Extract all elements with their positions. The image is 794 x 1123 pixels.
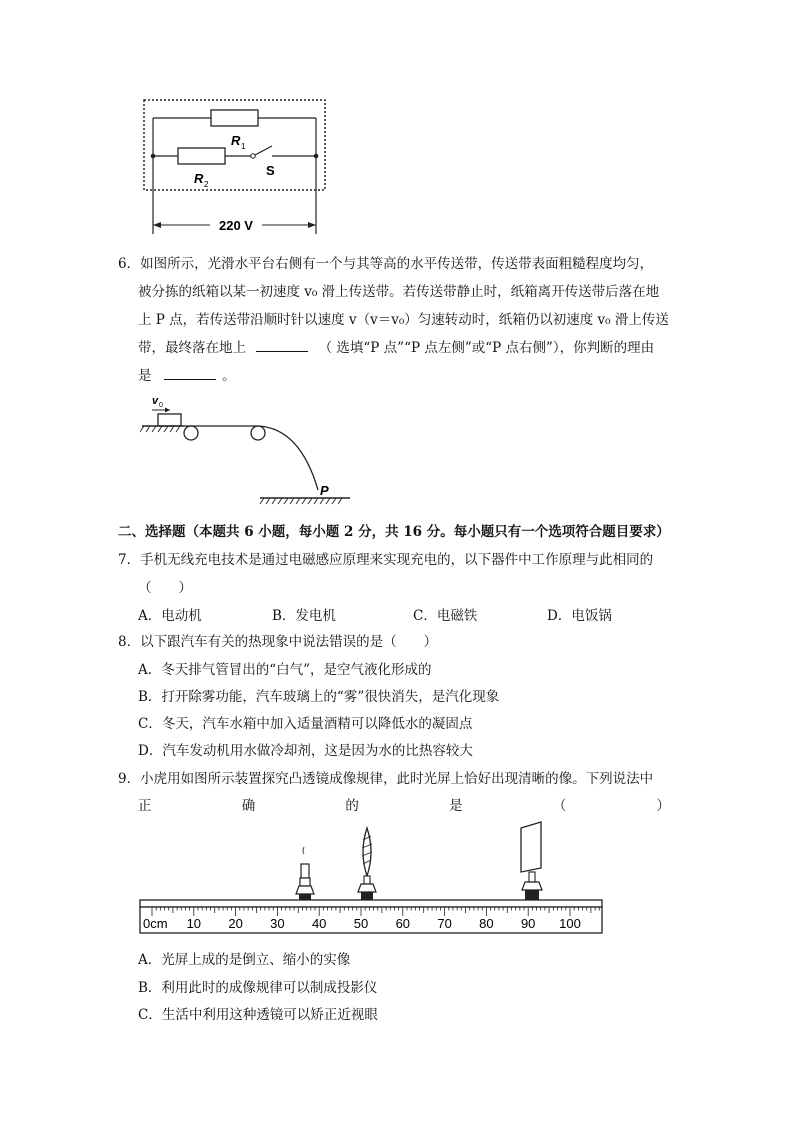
q9-stem-line-1: 9．小虎用如图所示装置探究凸透镜成像规律，此时光屏上恰好出现清晰的像。下列说法中 xyxy=(118,771,654,787)
convex-lens xyxy=(358,828,376,900)
q6-line-4-text-a: 带，最终落在地上 xyxy=(138,340,246,356)
r2-subscript: 2 xyxy=(204,180,209,189)
q6-line-2: 被分拣的纸箱以某一初速度 v₀ 滑上传送带。若传送带静止时，纸箱离开传送带后落在地 xyxy=(138,284,660,300)
q9-option-b[interactable]: B．利用此时的成像规律可以制成投影仪 xyxy=(138,980,378,996)
resistor-r1 xyxy=(211,110,258,126)
ruler-label: 10 xyxy=(186,916,202,931)
optical-rail xyxy=(140,900,602,933)
q7-stem-line-1: 7．手机无线充电技术是通过电磁感应原理来实现充电的，以下器件中工作原理与此相同的 xyxy=(118,552,654,568)
ruler-label: 40 xyxy=(311,916,327,931)
q6-line-4 xyxy=(138,336,654,356)
q6-line-4-text-b: （ 选填“P 点”“P 点左侧”或“P 点右侧”），你判断的理由 xyxy=(318,340,655,356)
q7-option-a[interactable]: A．电动机 xyxy=(138,608,202,624)
q8-option-d[interactable]: D．汽车发动机用水做冷却剂，这是因为水的比热容较大 xyxy=(138,743,473,759)
q9-stem-char: 的 xyxy=(345,798,359,814)
q7-option-d[interactable]: D．电饭锅 xyxy=(547,608,612,624)
q6-answer-blank-1[interactable] xyxy=(256,339,308,352)
q6-line-5-text-b: 。 xyxy=(222,368,236,384)
light-screen xyxy=(521,822,542,900)
r1-subscript: 1 xyxy=(241,142,246,151)
ruler-label: 30 xyxy=(270,916,285,931)
q9-stem-char: 正 xyxy=(138,798,152,814)
q9-stem-char: （ xyxy=(552,798,567,814)
q6-line-3: 上 P 点，若传送带沿顺时针以速度 v（v＝v₀）匀速转动时，纸箱仍以初速度 v₀ 滑上传送 xyxy=(138,312,669,328)
q6-line-5 xyxy=(138,364,236,384)
ruler-label: 0cm xyxy=(143,916,168,931)
point-p-label: P xyxy=(320,483,329,498)
q6-answer-blank-2[interactable] xyxy=(164,367,216,380)
r1-label: R xyxy=(231,133,241,148)
q8-option-b[interactable]: B．打开除雾功能，汽车玻璃上的“雾”很快消失，是汽化现象 xyxy=(138,689,500,705)
v0-subscript: 0 xyxy=(159,402,163,409)
q7-answer-bracket: （ ） xyxy=(138,580,192,596)
q7-option-b[interactable]: B．发电机 xyxy=(272,608,336,624)
q9-option-a[interactable]: A．光屏上成的是倒立、缩小的实像 xyxy=(138,952,351,968)
conveyor-roller-left xyxy=(184,426,198,440)
voltage-label: 220 V xyxy=(219,218,253,233)
q9-stem-char: 确 xyxy=(241,798,256,814)
resistor-r2 xyxy=(178,148,225,164)
optical-bench-diagram xyxy=(136,818,606,938)
ruler-label: 20 xyxy=(228,916,243,931)
ruler-label: 100 xyxy=(559,916,581,931)
carton-box xyxy=(158,414,181,426)
q7-option-c[interactable]: C．电磁铁 xyxy=(413,608,478,624)
switch-label: S xyxy=(266,163,275,178)
ruler-label: 50 xyxy=(353,916,369,931)
q8-option-c[interactable]: C．冬天，汽车水箱中加入适量酒精可以降低水的凝固点 xyxy=(138,716,473,732)
ruler-label: 60 xyxy=(395,916,411,931)
q6-line-5-text-a: 是 xyxy=(138,368,152,384)
ruler-label: 90 xyxy=(520,916,536,931)
q8-option-a[interactable]: A．冬天排气管冒出的“白气”，是空气液化形成的 xyxy=(138,662,432,678)
v0-label: v xyxy=(152,395,159,407)
q9-stem-char: 是 xyxy=(449,798,463,814)
candle xyxy=(296,847,314,900)
ruler-label: 80 xyxy=(479,916,494,931)
q9-option-c[interactable]: C．生活中利用这种透镜可以矫正近视眼 xyxy=(138,1007,378,1023)
r2-label: R xyxy=(194,171,204,186)
q9-stem-line-2 xyxy=(138,794,670,814)
q6-line-1: 6．如图所示，光滑水平台右侧有一个与其等高的水平传送带，传送带表面粗糙程度均匀， xyxy=(118,256,654,272)
conveyor-roller-right xyxy=(251,426,265,440)
q9-stem-char: ） xyxy=(656,798,670,814)
ruler-label: 70 xyxy=(437,916,452,931)
q8-stem: 8．以下跟汽车有关的热现象中说法错误的是（ ） xyxy=(118,634,438,650)
section-2-title: 二、选择题（本题共 6 小题，每小题 2 分，共 16 分。每小题只有一个选项符合题目要求） xyxy=(118,524,670,540)
circuit-diagram xyxy=(138,94,338,242)
conveyor-diagram xyxy=(140,388,360,510)
